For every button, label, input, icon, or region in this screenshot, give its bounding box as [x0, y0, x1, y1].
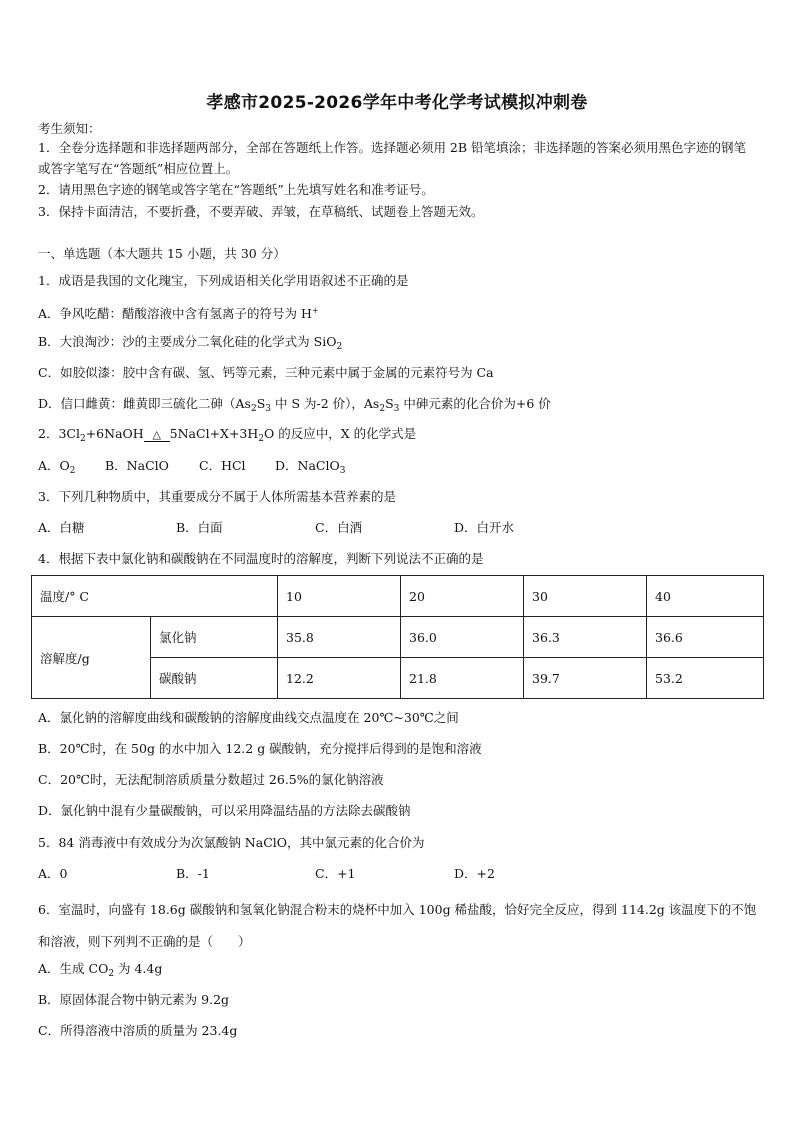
- question-5-option-b: B．-1: [176, 866, 210, 881]
- question-4-stem: 4．根据下表中氯化钠和碳酸钠在不同温度时的溶解度，判断下列说法不正确的是: [38, 551, 484, 566]
- option-d-text: D．NaClO: [275, 458, 340, 473]
- question-5-options: [38, 866, 495, 882]
- option-a-text-1: A．生成 CO: [38, 961, 109, 976]
- subscript: 2: [336, 342, 343, 352]
- delta-symbol: △: [152, 428, 161, 441]
- question-1-option-b: [38, 334, 342, 355]
- subscript: 3: [265, 404, 272, 414]
- table-cell: 30: [524, 576, 647, 617]
- table-cell: 36.0: [401, 617, 524, 658]
- question-4-option-d: D．氯化钠中混有少量碳酸钠，可以采用降温结晶的方法除去碳酸钠: [38, 803, 411, 818]
- table-cell: 39.7: [524, 658, 647, 699]
- question-3-option-d: D．白开水: [454, 520, 515, 535]
- question-2-option-a: [38, 458, 105, 479]
- subscript: 2: [108, 969, 115, 979]
- subscript: 2: [258, 434, 265, 444]
- question-5-option-a: A．0: [38, 866, 68, 881]
- table-cell: 10: [278, 576, 401, 617]
- option-a-text-2: 为 4.4g: [114, 961, 163, 976]
- table-cell: 40: [647, 576, 764, 617]
- equation-part-2: +6NaOH: [85, 426, 144, 441]
- question-1-option-d: [38, 396, 551, 417]
- table-cell: 36.6: [647, 617, 764, 658]
- question-6-option-b: B．原固体混合物中钠元素为 9.2g: [38, 992, 230, 1007]
- question-2-options: [38, 458, 345, 479]
- question-3-option-c: C．白酒: [315, 520, 363, 535]
- solubility-table: [31, 575, 764, 699]
- table-row: [32, 617, 764, 658]
- subscript: 2: [69, 466, 76, 476]
- subscript: 3: [339, 466, 346, 476]
- table-cell: 12.2: [278, 658, 401, 699]
- option-d-text-3: 中 S 为-2 价），As: [271, 396, 380, 411]
- option-b-text: B．大浪淘沙：沙的主要成分二氧化硅的化学式为 SiO: [38, 334, 337, 349]
- question-6-option-a: [38, 961, 162, 982]
- table-row-label: 碳酸钠: [151, 658, 278, 699]
- table-cell: 20: [401, 576, 524, 617]
- subscript: 2: [379, 404, 386, 414]
- question-1-stem: 1．成语是我国的文化瑰宝，下列成语相关化学用语叙述不正确的是: [38, 273, 409, 288]
- option-a-text: A．争风吃醋：醋酸溶液中含有氢离子的符号为 H: [38, 306, 312, 321]
- page-title: 孝感市2025-2026学年中考化学考试模拟冲刺卷: [206, 93, 588, 113]
- table-cell: 35.8: [278, 617, 401, 658]
- question-2-option-d: [275, 458, 345, 479]
- subscript: 3: [393, 404, 400, 414]
- option-a-text: A．O: [38, 458, 70, 473]
- table-row: [32, 576, 764, 617]
- table-cell: 53.2: [647, 658, 764, 699]
- question-1-option-a: [38, 303, 319, 322]
- question-6-option-c: C．所得溶液中溶质的质量为 23.4g: [38, 1023, 238, 1038]
- equation-part-3: 5NaCl+X+3H: [169, 426, 259, 441]
- notice-item-3: 3．保持卡面清洁，不要折叠，不要弄破、弄皱，在草稿纸、试题卷上答题无效。: [38, 204, 484, 219]
- question-5-stem: 5．84 消毒液中有效成分为次氯酸钠 NaClO，其中氯元素的化合价为: [38, 835, 425, 850]
- notice-item-1: 1．全卷分选择题和非选择题两部分，全部在答题纸上作答。选择题必须用 2B 铅笔填涂；非选择题的答案必须用黑色字迹的钢笔或答字笔写在“答题纸”相应位置上。: [38, 140, 747, 176]
- section-heading: 一、单选题（本大题共 15 小题，共 30 分）: [38, 246, 286, 261]
- notice-heading: 考生须知：: [38, 121, 101, 136]
- option-d-text-5: 中砷元素的化合价为+6 价: [399, 396, 551, 411]
- question-4-option-c: C．20℃时，无法配制溶质质量分数超过 26.5%的氯化钠溶液: [38, 772, 384, 787]
- question-2-option-b: B．NaClO: [105, 458, 169, 473]
- question-6-stem: 6．室温时，向盛有 18.6g 碳酸钠和氢氧化钠混合粉末的烧杯中加入 100g 稀盐酸，恰好完全反应，得到 114.2g 该温度下的不饱和溶液，则下列判不正确的是（ ）: [38, 902, 757, 949]
- table-row-label: 氯化钠: [151, 617, 278, 658]
- option-d-text-4: S: [385, 396, 394, 411]
- question-4-option-b: B．20℃时，在 50g 的水中加入 12.2 g 碳酸钠，充分搅拌后得到的是饱和溶液: [38, 741, 482, 756]
- question-5-option-c: C．+1: [315, 866, 356, 881]
- table-cell: 36.3: [524, 617, 647, 658]
- equation-part-4: O 的反应中，X 的化学式是: [264, 426, 417, 441]
- question-2-stem: [38, 426, 416, 447]
- subscript: 2: [250, 404, 257, 414]
- subscript: 2: [79, 434, 86, 444]
- table-cell: 21.8: [401, 658, 524, 699]
- table-header-solubility: 溶解度/g: [32, 617, 151, 699]
- question-3-option-a: A．白糖: [38, 520, 85, 535]
- equation-part-1: 2．3Cl: [38, 426, 80, 441]
- question-3-option-b: B．白面: [176, 520, 223, 535]
- question-3-options: [38, 520, 514, 536]
- question-1-option-c: C．如胶似漆：胶中含有碳、氢、钙等元素，三种元素中属于金属的元素符号为 Ca: [38, 365, 494, 380]
- option-d-text-1: D．信口雌黄：雌黄即三硫化二砷（As: [38, 396, 251, 411]
- reaction-arrow-bar: [144, 441, 170, 442]
- question-2-option-c: C．HCl: [199, 458, 246, 473]
- table-header-temp: 温度/° C: [32, 576, 278, 617]
- heat-condition-icon: [144, 430, 170, 442]
- option-d-text-2: S: [256, 396, 266, 411]
- superscript: +: [311, 306, 319, 315]
- question-5-option-d: D．+2: [454, 866, 495, 881]
- question-3-stem: 3．下列几种物质中，其重要成分不属于人体所需基本营养素的是: [38, 489, 396, 504]
- question-4-option-a: A．氯化钠的溶解度曲线和碳酸钠的溶解度曲线交点温度在 20℃~30℃之间: [38, 710, 459, 725]
- notice-item-2: 2．请用黑色字迹的钢笔或答字笔在“答题纸”上先填写姓名和准考证号。: [38, 182, 434, 197]
